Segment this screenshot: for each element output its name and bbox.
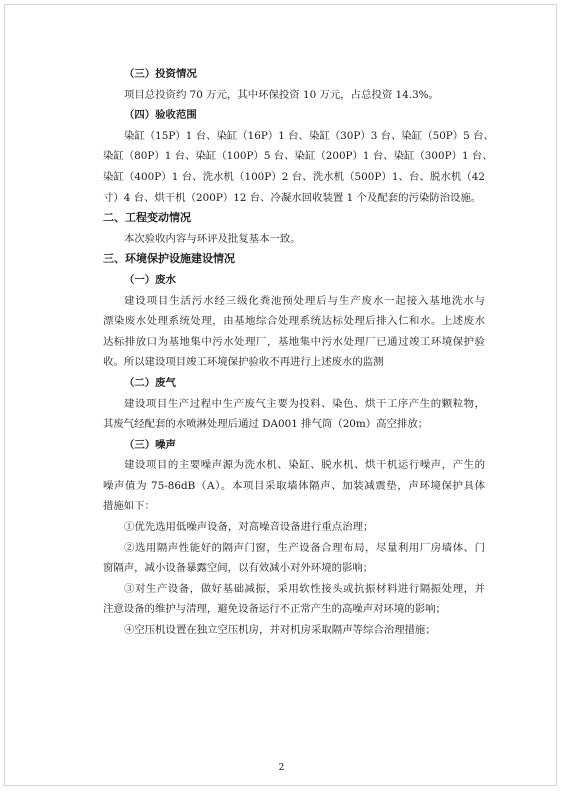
investment-text: 项目总投资约 70 万元，其中环保投资 10 万元，占总投资 14.3%。	[124, 88, 439, 101]
noise-heading: （三）噪声	[124, 438, 176, 451]
exhaust-line: 其废气经配套的水喷淋处理后通过 DA001 排气筒（20m）高空排放；	[103, 418, 429, 431]
exhaust-line: 建设项目生产过程中生产废气主要为投料、染色、烘干工序产生的颗粒物，	[124, 397, 485, 410]
scope-line: 染缸（80P）1 台、染缸（100P）5 台、染缸（200P）1 台、染缸（300P）1 台、	[103, 150, 493, 163]
env-heading: 三、环境保护设施建设情况	[103, 252, 235, 266]
measure-item: ③对生产设备，做好基础减振，采用软性接头或抗振材料进行隔振处理，并	[124, 582, 485, 595]
document-body	[103, 64, 494, 641]
measure-item: ①优先选用低噪声设备，对高噪音设备进行重点治理；	[124, 521, 374, 534]
exhaust-heading: （二）废气	[124, 376, 176, 389]
wastewater-heading: （一）废水	[124, 273, 176, 286]
measure-item: 注意设备的维护与清理，避免设备运行不正常产生的高噪声对环境的影响；	[103, 603, 446, 616]
change-heading: 二、工程变动情况	[103, 211, 191, 225]
wastewater-line: 建设项目生活污水经三级化粪池预处理后与生产废水一起接入基地洗水与	[124, 294, 485, 307]
noise-line: 噪声值为 75-86dB（A）。本项目采取墙体隔声、加装减震垫，声环境保护具体	[103, 479, 485, 492]
scope-line: 染缸（400P）1 台、洗水机（100P）2 台、洗水机（500P）1、台、脱水机（42	[103, 170, 485, 183]
measure-item: ②选用隔声性能好的隔声门窗，生产设备合理布局，尽量利用厂房墙体、门	[124, 541, 485, 554]
scope-line: 寸）4 台、烘干机（200P）12 台、冷凝水回收装置 1 个及配套的污染防治设施。	[103, 191, 482, 204]
measure-item: 窗隔声，减小设备暴露空间，以有效减小对外环境的影响；	[103, 562, 374, 575]
scope-line: 染缸（15P）1 台、染缸（16P）1 台、染缸（30P）3 台、染缸（50P）5 台、	[124, 129, 494, 142]
wastewater-line: 漂染废水处理系统处理，由基地综合处理系统达标处理后排入仁和水。上述废水	[103, 315, 485, 328]
wastewater-line: 收。所以建设项目竣工环境保护验收不再进行上述废水的监测	[103, 356, 384, 369]
measure-item: ④空压机设置在独立空压机房，并对机房采取隔声等综合治理措施；	[124, 624, 436, 637]
page-number: 2	[278, 763, 285, 773]
noise-line: 措施如下：	[103, 500, 155, 513]
wastewater-line: 达标排放口为基地集中污水处理厂，基地集中污水处理厂已通过竣工环境保护验	[103, 335, 485, 348]
change-text: 本次验收内容与环评及批复基本一致。	[124, 232, 301, 245]
scope-heading: （四）验收范围	[124, 109, 197, 122]
investment-heading: （三）投资情况	[124, 68, 197, 80]
noise-line: 建设项目的主要噪声源为洗水机、染缸、脱水机、烘干机运行噪声，产生的	[124, 459, 485, 472]
